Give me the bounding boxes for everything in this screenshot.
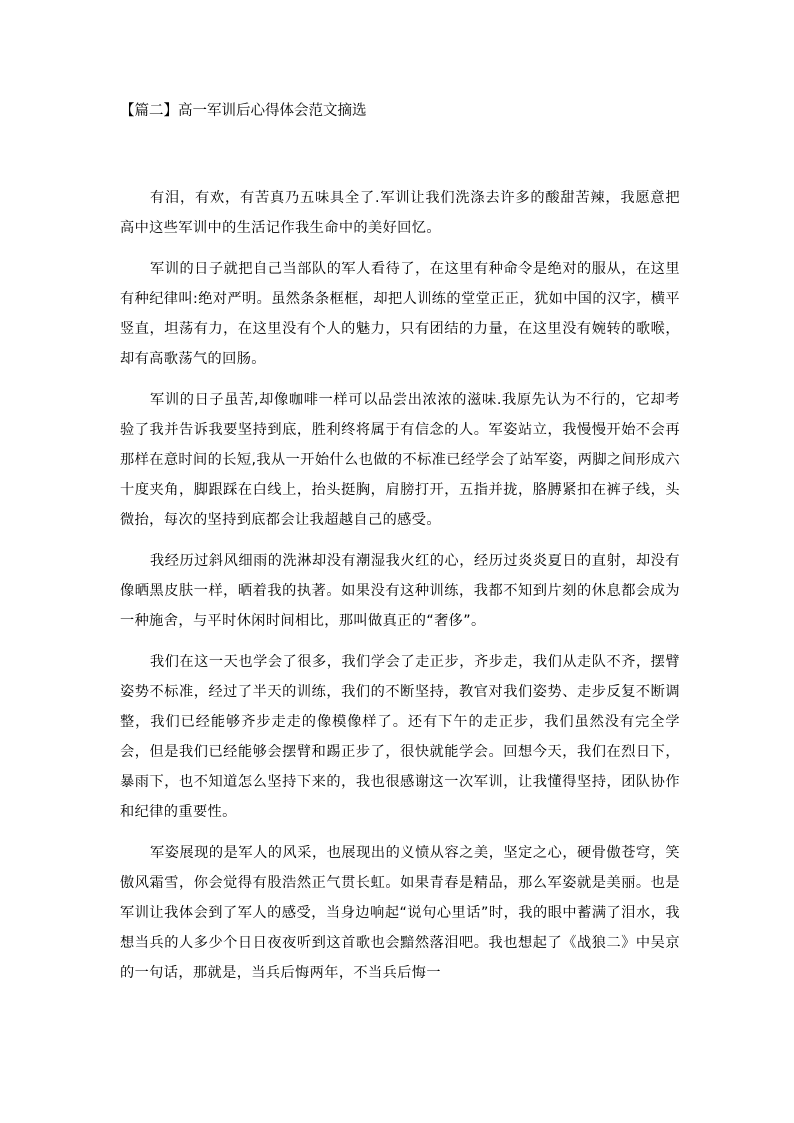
paragraph: 我们在这一天也学会了很多，我们学会了走正步，齐步走，我们从走队不齐，摆臂姿势不标准，经过了半天的训练，我们的不断坚持，教官对我们姿势、走步反复不断调整，我们已经能够齐步走走的像模像样了。还有下午的走正步，我们虽然没有完全学会，但是我们已经能够会摆臂和踢正步了，很快就能学会。回想今天，我们在烈日下，暴雨下，也不知道怎么坚持下来的，我也很感谢这一次军训，让我懂得坚持，团队协作和纪律的重要性。 — [120, 654, 680, 820]
paragraph: 军训的日子就把自己当部队的军人看待了，在这里有种命令是绝对的服从，在这里有种纪律叫:绝对严明。虽然条条框框，却把人训练的堂堂正正，犹如中国的汉字，横平竖直，坦荡有力，在这里没有个人的魅力，只有团结的力量，在这里没有婉转的歌喉，却有高歌荡气的回肠。 — [120, 261, 680, 367]
paragraph: 军姿展现的是军人的风采，也展现出的义愤从容之美，坚定之心，硬骨傲苍穹，笑傲风霜雪，你会觉得有股浩然正气贯长虹。如果青春是精品，那么军姿就是美丽。也是军训让我体会到了军人的感受，当身边响起“说句心里话”时，我的眼中蓄满了泪水，我想当兵的人多少个日日夜夜听到这首歌也会黯然落泪吧。我也想起了《战狼二》中吴京的一句话，那就是，当兵后悔两年，不当兵后悔一 — [120, 845, 680, 981]
paragraph: 有泪，有欢，有苦真乃五味具全了.军训让我们洗涤去许多的酸甜苦辣，我愿意把高中这些军训中的生活记作我生命中的美好回忆。 — [120, 190, 680, 236]
paragraph: 我经历过斜风细雨的洗淋却没有潮湿我火红的心，经历过炎炎夏日的直射，却没有像晒黑皮肤一样，晒着我的执著。如果没有这种训练，我都不知到片刻的休息都会成为一种施舍，与平时休闲时间相比，那叫做真正的“奢侈”。 — [120, 553, 680, 629]
paragraph: 军训的日子虽苦,却像咖啡一样可以品尝出浓浓的滋味.我原先认为不行的，它却考验了我并告诉我要坚持到底，胜利终将属于有信念的人。军姿站立，我慢慢开始不会再那样在意时间的长短,我从一开始什么也做的不标准已经学会了站军姿，两脚之间形成六十度夹角，脚跟踩在白线上，抬头挺胸，肩膀打开，五指并拢，胳膊紧扣在裤子线，头微抬，每次的坚持到底都会让我超越自己的感受。 — [120, 392, 680, 528]
document-heading: 【篇二】高一军训后心得体会范文摘选 — [120, 103, 367, 119]
document-body — [120, 183, 680, 999]
